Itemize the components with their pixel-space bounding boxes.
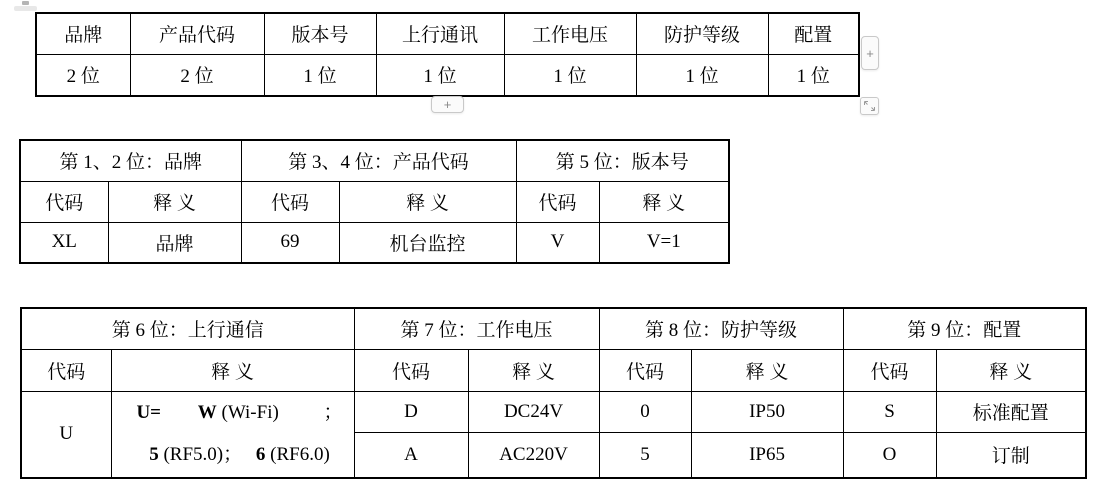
digit-cell[interactable]: 1 位 (264, 54, 376, 96)
meaning-cell-protection-1[interactable]: IP50 (691, 391, 843, 432)
code-header-cell[interactable]: 代码 (354, 349, 468, 391)
section-title-voltage[interactable]: 第 7 位：工作电压 (354, 308, 599, 349)
code-header-cell[interactable]: 代码 (843, 349, 936, 391)
code-header-cell[interactable]: 代码 (20, 181, 108, 222)
digits-6-9-table (20, 307, 1087, 479)
meaning-cell-config-1[interactable]: 标准配置 (936, 391, 1086, 432)
digit-cell[interactable]: 2 位 (130, 54, 264, 96)
section-title-uplink[interactable]: 第 6 位：上行通信 (21, 308, 354, 349)
meaning-cell-config-2[interactable]: 订制 (936, 432, 1086, 478)
uplink-wifi-label: (Wi-Fi) (221, 402, 279, 424)
header-cell-config[interactable]: 配置 (768, 13, 859, 54)
header-cell-brand[interactable]: 品牌 (36, 13, 130, 54)
uplink-meaning-line2 (112, 434, 354, 476)
meaning-header-cell[interactable]: 释 义 (339, 181, 516, 222)
uplink-rf5-label: (RF5.0)； (163, 444, 243, 466)
plus-icon: + (866, 45, 874, 61)
digit-count-table (35, 12, 860, 97)
resize-diagonal-icon (863, 100, 876, 112)
code-cell-product[interactable]: 69 (241, 222, 339, 263)
uplink-semicolon: ； (323, 402, 343, 424)
code-cell-version[interactable]: V (516, 222, 599, 263)
table-resize-handle[interactable] (860, 97, 879, 115)
meaning-cell-voltage-2[interactable]: AC220V (468, 432, 599, 478)
plus-icon: + (443, 97, 452, 112)
meaning-header-cell[interactable]: 释 义 (108, 181, 241, 222)
code-cell-protection-1[interactable]: 0 (599, 391, 691, 432)
header-cell-protection[interactable]: 防护等级 (636, 13, 768, 54)
meaning-cell-protection-2[interactable]: IP65 (691, 432, 843, 478)
meaning-cell-product[interactable]: 机台监控 (339, 222, 516, 263)
meaning-header-cell[interactable]: 释 义 (468, 349, 599, 391)
header-cell-voltage[interactable]: 工作电压 (504, 13, 636, 54)
digits-1-5-table (19, 139, 730, 264)
code-cell-brand[interactable]: XL (20, 222, 108, 263)
digit-cell[interactable]: 1 位 (636, 54, 768, 96)
digit-cell[interactable]: 2 位 (36, 54, 130, 96)
section-title-config[interactable]: 第 9 位：配置 (843, 308, 1086, 349)
code-header-cell[interactable]: 代码 (516, 181, 599, 222)
section-title-version[interactable]: 第 5 位：版本号 (516, 140, 729, 181)
code-cell-voltage-2[interactable]: A (354, 432, 468, 478)
code-cell-config-2[interactable]: O (843, 432, 936, 478)
table-row (36, 13, 859, 54)
section-title-brand[interactable]: 第 1、2 位：品牌 (20, 140, 241, 181)
uplink-w-label: W (197, 402, 217, 424)
code-cell-voltage-1[interactable]: D (354, 391, 468, 432)
add-row-button[interactable] (431, 96, 464, 113)
uplink-6-label: 6 (255, 444, 266, 466)
meaning-header-cell[interactable]: 释 义 (936, 349, 1086, 391)
section-title-protection[interactable]: 第 8 位：防护等级 (599, 308, 843, 349)
meaning-header-cell[interactable]: 释 义 (691, 349, 843, 391)
code-header-cell[interactable]: 代码 (599, 349, 691, 391)
table-row (21, 349, 1086, 391)
add-column-button[interactable] (861, 36, 879, 70)
header-cell-uplink[interactable]: 上行通讯 (376, 13, 504, 54)
header-cell-product[interactable]: 产品代码 (130, 13, 264, 54)
meaning-header-cell[interactable]: 释 义 (599, 181, 729, 222)
uplink-u-label: U= (136, 402, 162, 424)
code-cell-uplink[interactable]: U (21, 391, 111, 478)
meaning-cell-brand[interactable]: 品牌 (108, 222, 241, 263)
header-cell-version[interactable]: 版本号 (264, 13, 376, 54)
meaning-header-cell[interactable]: 释 义 (111, 349, 354, 391)
section-title-product[interactable]: 第 3、4 位：产品代码 (241, 140, 516, 181)
table-row (21, 391, 1086, 432)
code-cell-config-1[interactable]: S (843, 391, 936, 432)
table-row (21, 308, 1086, 349)
table-row (20, 222, 729, 263)
digit-cell[interactable]: 1 位 (504, 54, 636, 96)
uplink-rf6-label: (RF6.0) (270, 444, 330, 466)
code-header-cell[interactable]: 代码 (21, 349, 111, 391)
code-cell-protection-2[interactable]: 5 (599, 432, 691, 478)
table-row (20, 140, 729, 181)
digit-cell[interactable]: 1 位 (376, 54, 504, 96)
meaning-cell-uplink[interactable] (111, 391, 354, 478)
table-move-handle-dot (22, 1, 29, 5)
code-header-cell[interactable]: 代码 (241, 181, 339, 222)
table-row (36, 54, 859, 96)
uplink-5-label: 5 (149, 444, 159, 466)
table-row (20, 181, 729, 222)
uplink-meaning-line1 (112, 392, 354, 434)
meaning-cell-version[interactable]: V=1 (599, 222, 729, 263)
meaning-cell-voltage-1[interactable]: DC24V (468, 391, 599, 432)
digit-cell[interactable]: 1 位 (768, 54, 859, 96)
table-move-handle[interactable] (14, 6, 37, 11)
